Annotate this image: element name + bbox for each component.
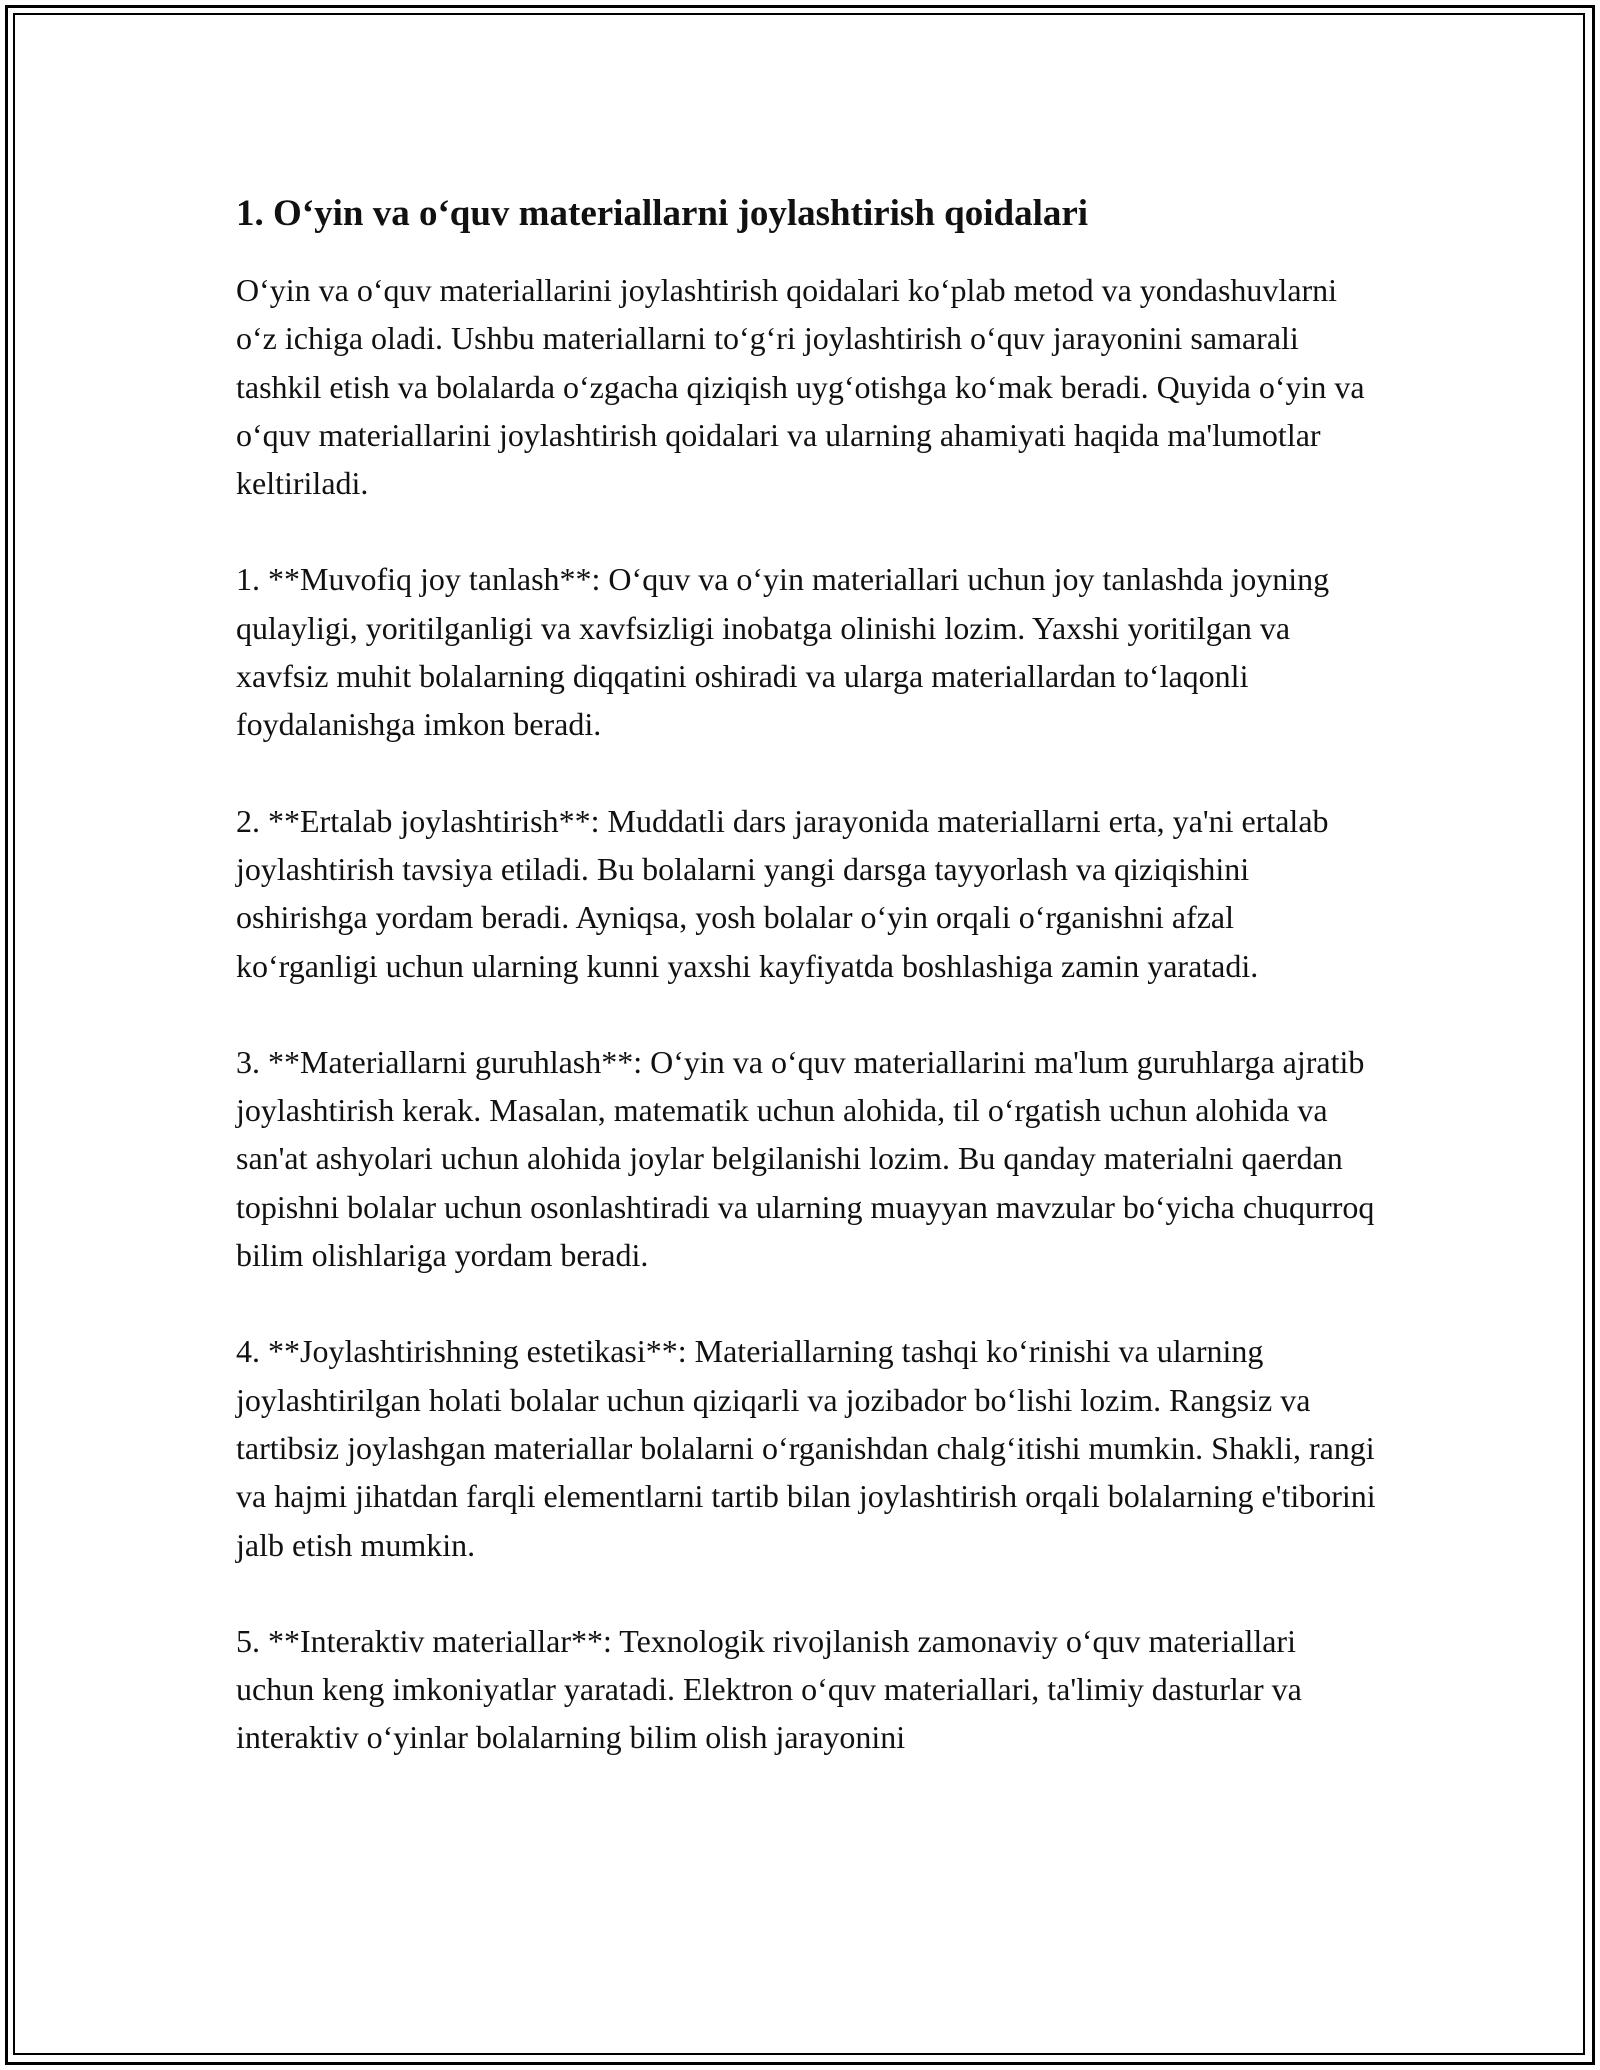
document-body bbox=[236, 188, 1376, 1810]
rule-1-paragraph: 1. **Muvofiq joy tanlash**: O‘quv va o‘yin materiallari uchun joy tanlashda joyning qulayligi, yoritilganligi va xavfsizligi inobatga olinishi lozim. Yaxshi yoritilgan va xavfsiz muhit bolalarning diqqatini oshiradi va ularga materiallardan to‘laqonli foydalanishga imkon beradi. bbox=[236, 561, 1330, 743]
rule-3-paragraph: 3. **Materiallarni guruhlash**: O‘yin va o‘quv materiallarini ma'lum guruhlarga ajratib joylashtirish kerak. Masalan, matematik uchun alohida, til o‘rgatish uchun alohida va san'at ashyolari uchun alohida joylar belgilanishi lozim. Bu qanday materialni qaerdan topishni bolalar uchun osonlashtiradi va ularning muayyan mavzular bo‘yicha chuqurroq bilim olishlariga yordam beradi. bbox=[236, 1043, 1375, 1274]
rule-5-paragraph: 5. **Interaktiv materiallar**: Texnologik rivojlanish zamonaviy o‘quv materiallari uchun keng imkoniyatlar yaratadi. Elektron o‘quv materiallari, ta'limiy dasturlar va interaktiv o‘yinlar bolalarning bilim olish jarayonini bbox=[236, 1622, 1302, 1756]
intro-paragraph: O‘yin va o‘quv materiallarini joylashtirish qoidalari ko‘plab metod va yondashuvlarni o‘z ichiga oladi. Ushbu materiallarni to‘g‘ri joylashtirish o‘quv jarayonini samarali tashkil etish va bolalarda o‘zgacha qiziqish uyg‘otishga ko‘mak beradi. Quyida o‘yin va o‘quv materiallarini joylashtirish qoidalari va ularning ahamiyati haqida ma'lumotlar keltiriladi. bbox=[236, 272, 1365, 502]
rule-4-paragraph: 4. **Joylashtirishning estetikasi**: Materiallarning tashqi ko‘rinishi va ularning joylashtirilgan holati bolalar uchun qiziqarli va jozibador bo‘lishi lozim. Rangsiz va tartibsiz joylashgan materiallar bolalarni o‘rganishdan chalg‘itishi mumkin. Shakli, rangi va hajmi jihatdan farqli elementlarni tartib bilan joylashtirish orqali bolalarning e'tiborini jalb etish mumkin. bbox=[236, 1333, 1376, 1563]
document-heading: 1. O‘yin va o‘quv materiallarni joylashtirish qoidalari bbox=[236, 193, 1089, 234]
rule-2-paragraph: 2. **Ertalab joylashtirish**: Muddatli dars jarayonida materiallarni erta, ya'ni ertalab joylashtirish tavsiya etiladi. Bu bolalarni yangi darsga tayyorlash va qiziqishini oshirishga yordam beradi. Ayniqsa, yosh bolalar o‘yin orqali o‘rganishni afzal ko‘rganligi uchun ularning kunni yaxshi kayfiyatda boshlashiga zamin yaratadi. bbox=[236, 802, 1329, 984]
